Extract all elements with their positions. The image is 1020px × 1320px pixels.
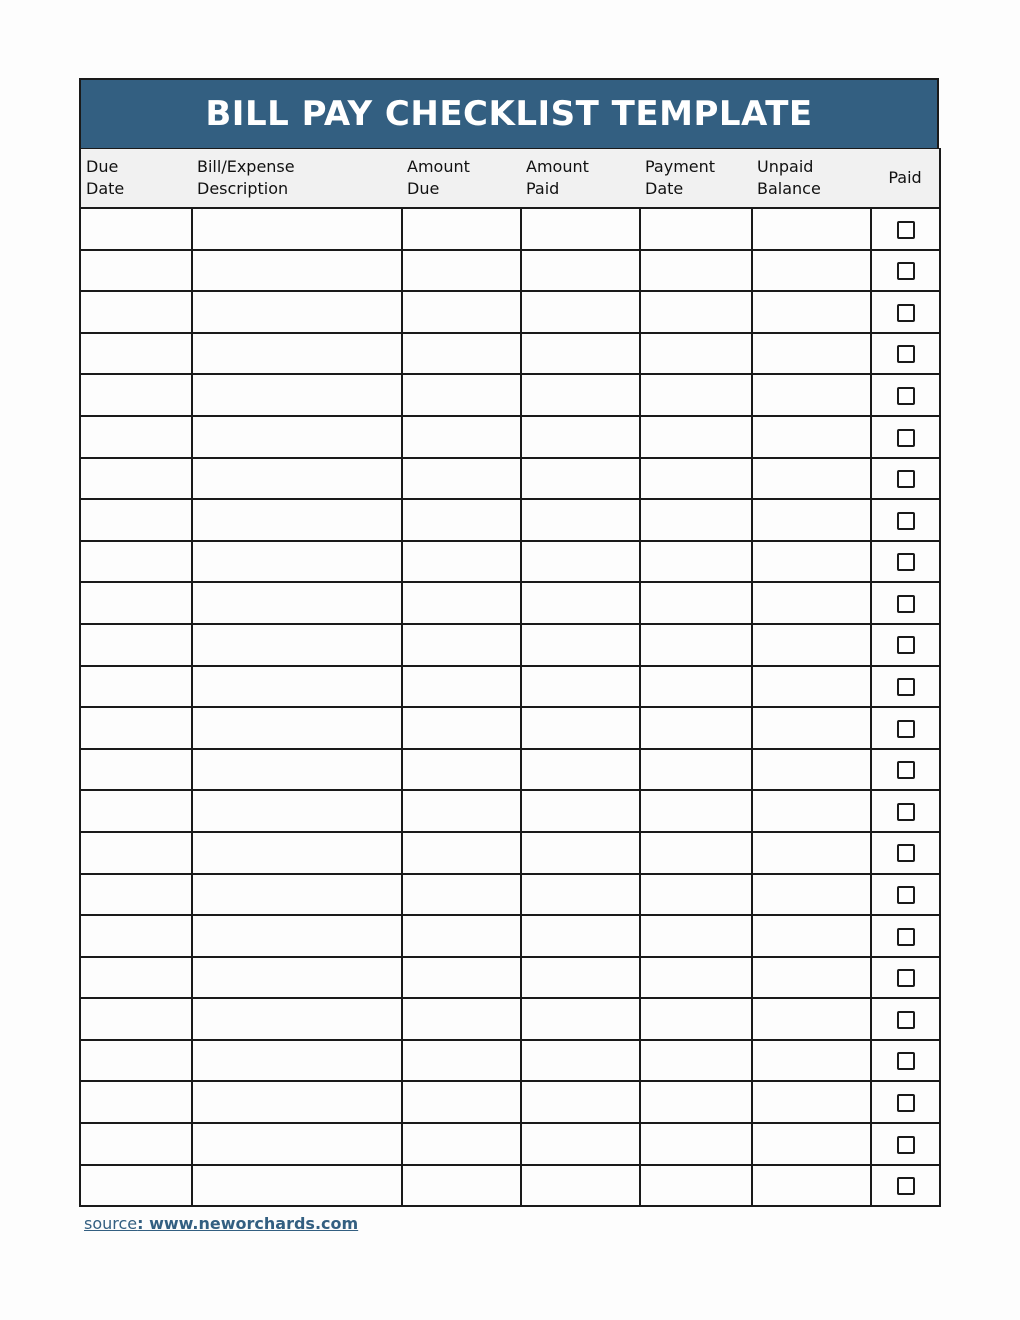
description-cell[interactable] <box>192 499 402 541</box>
payment-date-cell[interactable] <box>640 250 752 292</box>
description-cell[interactable] <box>192 1165 402 1207</box>
table-row <box>80 1165 940 1207</box>
paid-cell <box>871 624 940 666</box>
description-cell[interactable] <box>192 1081 402 1123</box>
amount-paid-cell[interactable] <box>521 666 640 708</box>
payment-date-cell[interactable] <box>640 416 752 458</box>
paid-checkbox[interactable] <box>897 969 915 987</box>
amount-due-cell[interactable] <box>402 624 521 666</box>
paid-checkbox[interactable] <box>897 886 915 904</box>
amount-due-cell[interactable] <box>402 458 521 500</box>
table-row <box>80 416 940 458</box>
unpaid-balance-cell[interactable] <box>752 749 871 791</box>
paid-cell <box>871 957 940 999</box>
amount-paid-cell[interactable] <box>521 541 640 583</box>
due-date-cell[interactable] <box>80 749 192 791</box>
payment-date-cell[interactable] <box>640 915 752 957</box>
paid-checkbox[interactable] <box>897 1011 915 1029</box>
unpaid-balance-cell[interactable] <box>752 998 871 1040</box>
unpaid-balance-cell[interactable] <box>752 582 871 624</box>
description-cell[interactable] <box>192 291 402 333</box>
amount-due-cell[interactable] <box>402 208 521 250</box>
column-header-unpaid-balance: Unpaid Balance <box>752 149 871 209</box>
unpaid-balance-cell[interactable] <box>752 291 871 333</box>
table-row <box>80 374 940 416</box>
payment-date-cell[interactable] <box>640 1123 752 1165</box>
description-cell[interactable] <box>192 790 402 832</box>
table-row <box>80 707 940 749</box>
paid-checkbox[interactable] <box>897 304 915 322</box>
due-date-cell[interactable] <box>80 458 192 500</box>
table-row <box>80 624 940 666</box>
payment-date-cell[interactable] <box>640 1081 752 1123</box>
amount-paid-cell[interactable] <box>521 499 640 541</box>
paid-cell <box>871 832 940 874</box>
due-date-cell[interactable] <box>80 582 192 624</box>
due-date-cell[interactable] <box>80 874 192 916</box>
amount-due-cell[interactable] <box>402 291 521 333</box>
unpaid-balance-cell[interactable] <box>752 666 871 708</box>
description-cell[interactable] <box>192 707 402 749</box>
table-row <box>80 1040 940 1082</box>
payment-date-cell[interactable] <box>640 499 752 541</box>
unpaid-balance-cell[interactable] <box>752 208 871 250</box>
column-header-payment-date: Payment Date <box>640 149 752 209</box>
unpaid-balance-cell[interactable] <box>752 624 871 666</box>
description-cell[interactable] <box>192 416 402 458</box>
payment-date-cell[interactable] <box>640 666 752 708</box>
due-date-cell[interactable] <box>80 624 192 666</box>
paid-cell <box>871 1081 940 1123</box>
amount-due-cell[interactable] <box>402 250 521 292</box>
paid-checkbox[interactable] <box>897 1136 915 1154</box>
description-cell[interactable] <box>192 1040 402 1082</box>
payment-date-cell[interactable] <box>640 1040 752 1082</box>
description-cell[interactable] <box>192 333 402 375</box>
amount-paid-cell[interactable] <box>521 998 640 1040</box>
unpaid-balance-cell[interactable] <box>752 541 871 583</box>
due-date-cell[interactable] <box>80 1165 192 1207</box>
due-date-cell[interactable] <box>80 208 192 250</box>
table-row <box>80 790 940 832</box>
amount-due-cell[interactable] <box>402 416 521 458</box>
amount-paid-cell[interactable] <box>521 749 640 791</box>
unpaid-balance-cell[interactable] <box>752 458 871 500</box>
payment-date-cell[interactable] <box>640 624 752 666</box>
amount-due-cell[interactable] <box>402 541 521 583</box>
amount-paid-cell[interactable] <box>521 624 640 666</box>
due-date-cell[interactable] <box>80 915 192 957</box>
source-label: source <box>84 1214 138 1233</box>
due-date-cell[interactable] <box>80 707 192 749</box>
unpaid-balance-cell[interactable] <box>752 957 871 999</box>
due-date-cell[interactable] <box>80 1123 192 1165</box>
table-row <box>80 499 940 541</box>
paid-cell <box>871 998 940 1040</box>
paid-checkbox[interactable] <box>897 761 915 779</box>
payment-date-cell[interactable] <box>640 957 752 999</box>
due-date-cell[interactable] <box>80 250 192 292</box>
checklist-table <box>79 148 941 1207</box>
paid-cell <box>871 250 940 292</box>
amount-paid-cell[interactable] <box>521 790 640 832</box>
unpaid-balance-cell[interactable] <box>752 915 871 957</box>
paid-checkbox[interactable] <box>897 345 915 363</box>
amount-paid-cell[interactable] <box>521 1165 640 1207</box>
paid-checkbox[interactable] <box>897 262 915 280</box>
amount-paid-cell[interactable] <box>521 1081 640 1123</box>
description-cell[interactable] <box>192 915 402 957</box>
table-row <box>80 957 940 999</box>
table-row <box>80 458 940 500</box>
amount-paid-cell[interactable] <box>521 250 640 292</box>
paid-cell <box>871 1123 940 1165</box>
checklist-sheet <box>79 78 939 1207</box>
paid-checkbox[interactable] <box>897 636 915 654</box>
paid-checkbox[interactable] <box>897 1177 915 1195</box>
paid-cell <box>871 915 940 957</box>
amount-paid-cell[interactable] <box>521 291 640 333</box>
unpaid-balance-cell[interactable] <box>752 832 871 874</box>
page-title: BILL PAY CHECKLIST TEMPLATE <box>205 94 813 134</box>
paid-checkbox[interactable] <box>897 1094 915 1112</box>
paid-cell <box>871 458 940 500</box>
column-header-amount-paid: Amount Paid <box>521 149 640 209</box>
unpaid-balance-cell[interactable] <box>752 416 871 458</box>
column-header-due-date: Due Date <box>80 149 192 209</box>
amount-paid-cell[interactable] <box>521 832 640 874</box>
payment-date-cell[interactable] <box>640 208 752 250</box>
amount-due-cell[interactable] <box>402 832 521 874</box>
due-date-cell[interactable] <box>80 666 192 708</box>
amount-paid-cell[interactable] <box>521 582 640 624</box>
due-date-cell[interactable] <box>80 291 192 333</box>
paid-cell <box>871 416 940 458</box>
paid-cell <box>871 874 940 916</box>
due-date-cell[interactable] <box>80 499 192 541</box>
table-row <box>80 333 940 375</box>
payment-date-cell[interactable] <box>640 458 752 500</box>
description-cell[interactable] <box>192 458 402 500</box>
description-cell[interactable] <box>192 208 402 250</box>
amount-due-cell[interactable] <box>402 998 521 1040</box>
paid-cell <box>871 666 940 708</box>
amount-paid-cell[interactable] <box>521 1123 640 1165</box>
paid-checkbox[interactable] <box>897 387 915 405</box>
payment-date-cell[interactable] <box>640 374 752 416</box>
payment-date-cell[interactable] <box>640 707 752 749</box>
paid-cell <box>871 1040 940 1082</box>
payment-date-cell[interactable] <box>640 749 752 791</box>
amount-due-cell[interactable] <box>402 957 521 999</box>
amount-paid-cell[interactable] <box>521 416 640 458</box>
paid-checkbox[interactable] <box>897 720 915 738</box>
paid-checkbox[interactable] <box>897 512 915 530</box>
amount-due-cell[interactable] <box>402 707 521 749</box>
paid-checkbox[interactable] <box>897 221 915 239</box>
unpaid-balance-cell[interactable] <box>752 333 871 375</box>
column-header-description: Bill/Expense Description <box>192 149 402 209</box>
table-row <box>80 250 940 292</box>
amount-paid-cell[interactable] <box>521 957 640 999</box>
due-date-cell[interactable] <box>80 1040 192 1082</box>
table-row <box>80 1123 940 1165</box>
amount-due-cell[interactable] <box>402 915 521 957</box>
paid-checkbox[interactable] <box>897 595 915 613</box>
amount-due-cell[interactable] <box>402 790 521 832</box>
source-link[interactable]: : www.neworchards.com <box>137 1214 359 1233</box>
description-cell[interactable] <box>192 624 402 666</box>
amount-due-cell[interactable] <box>402 1040 521 1082</box>
amount-due-cell[interactable] <box>402 499 521 541</box>
amount-paid-cell[interactable] <box>521 458 640 500</box>
amount-due-cell[interactable] <box>402 333 521 375</box>
unpaid-balance-cell[interactable] <box>752 1165 871 1207</box>
description-cell[interactable] <box>192 749 402 791</box>
amount-paid-cell[interactable] <box>521 333 640 375</box>
paid-checkbox[interactable] <box>897 803 915 821</box>
payment-date-cell[interactable] <box>640 790 752 832</box>
due-date-cell[interactable] <box>80 541 192 583</box>
table-row <box>80 1081 940 1123</box>
table-row <box>80 915 940 957</box>
amount-due-cell[interactable] <box>402 666 521 708</box>
table-row <box>80 582 940 624</box>
paid-cell <box>871 291 940 333</box>
paid-checkbox[interactable] <box>897 1052 915 1070</box>
payment-date-cell[interactable] <box>640 541 752 583</box>
title-bar <box>79 78 939 148</box>
column-header-paid: Paid <box>871 149 940 209</box>
amount-paid-cell[interactable] <box>521 1040 640 1082</box>
due-date-cell[interactable] <box>80 333 192 375</box>
paid-checkbox[interactable] <box>897 928 915 946</box>
description-cell[interactable] <box>192 582 402 624</box>
table-row <box>80 832 940 874</box>
payment-date-cell[interactable] <box>640 1165 752 1207</box>
description-cell[interactable] <box>192 1123 402 1165</box>
paid-checkbox[interactable] <box>897 678 915 696</box>
due-date-cell[interactable] <box>80 374 192 416</box>
description-cell[interactable] <box>192 874 402 916</box>
description-cell[interactable] <box>192 541 402 583</box>
payment-date-cell[interactable] <box>640 832 752 874</box>
paid-cell <box>871 208 940 250</box>
paid-checkbox[interactable] <box>897 844 915 862</box>
due-date-cell[interactable] <box>80 998 192 1040</box>
unpaid-balance-cell[interactable] <box>752 790 871 832</box>
amount-paid-cell[interactable] <box>521 374 640 416</box>
description-cell[interactable] <box>192 998 402 1040</box>
amount-due-cell[interactable] <box>402 874 521 916</box>
table-row <box>80 874 940 916</box>
amount-due-cell[interactable] <box>402 1123 521 1165</box>
due-date-cell[interactable] <box>80 832 192 874</box>
due-date-cell[interactable] <box>80 416 192 458</box>
payment-date-cell[interactable] <box>640 874 752 916</box>
table-row <box>80 208 940 250</box>
paid-cell <box>871 333 940 375</box>
paid-cell <box>871 790 940 832</box>
table-row <box>80 541 940 583</box>
paid-cell <box>871 499 940 541</box>
description-cell[interactable] <box>192 832 402 874</box>
due-date-cell[interactable] <box>80 957 192 999</box>
paid-checkbox[interactable] <box>897 470 915 488</box>
table-row <box>80 291 940 333</box>
paid-cell <box>871 749 940 791</box>
unpaid-balance-cell[interactable] <box>752 1081 871 1123</box>
amount-due-cell[interactable] <box>402 374 521 416</box>
unpaid-balance-cell[interactable] <box>752 250 871 292</box>
column-header-amount-due: Amount Due <box>402 149 521 209</box>
column-header-row <box>80 149 940 209</box>
payment-date-cell[interactable] <box>640 291 752 333</box>
paid-checkbox[interactable] <box>897 429 915 447</box>
paid-cell <box>871 707 940 749</box>
amount-due-cell[interactable] <box>402 749 521 791</box>
paid-cell <box>871 541 940 583</box>
unpaid-balance-cell[interactable] <box>752 874 871 916</box>
source-footer[interactable] <box>84 1214 358 1233</box>
amount-due-cell[interactable] <box>402 1081 521 1123</box>
payment-date-cell[interactable] <box>640 582 752 624</box>
amount-paid-cell[interactable] <box>521 707 640 749</box>
description-cell[interactable] <box>192 666 402 708</box>
unpaid-balance-cell[interactable] <box>752 1123 871 1165</box>
paid-cell <box>871 582 940 624</box>
unpaid-balance-cell[interactable] <box>752 1040 871 1082</box>
paid-cell <box>871 1165 940 1207</box>
table-row <box>80 998 940 1040</box>
description-cell[interactable] <box>192 250 402 292</box>
unpaid-balance-cell[interactable] <box>752 707 871 749</box>
amount-due-cell[interactable] <box>402 582 521 624</box>
table-row <box>80 666 940 708</box>
description-cell[interactable] <box>192 374 402 416</box>
table-row <box>80 749 940 791</box>
due-date-cell[interactable] <box>80 1081 192 1123</box>
amount-paid-cell[interactable] <box>521 915 640 957</box>
payment-date-cell[interactable] <box>640 998 752 1040</box>
amount-due-cell[interactable] <box>402 1165 521 1207</box>
description-cell[interactable] <box>192 957 402 999</box>
amount-paid-cell[interactable] <box>521 874 640 916</box>
paid-checkbox[interactable] <box>897 553 915 571</box>
amount-paid-cell[interactable] <box>521 208 640 250</box>
unpaid-balance-cell[interactable] <box>752 374 871 416</box>
paid-cell <box>871 374 940 416</box>
payment-date-cell[interactable] <box>640 333 752 375</box>
due-date-cell[interactable] <box>80 790 192 832</box>
unpaid-balance-cell[interactable] <box>752 499 871 541</box>
